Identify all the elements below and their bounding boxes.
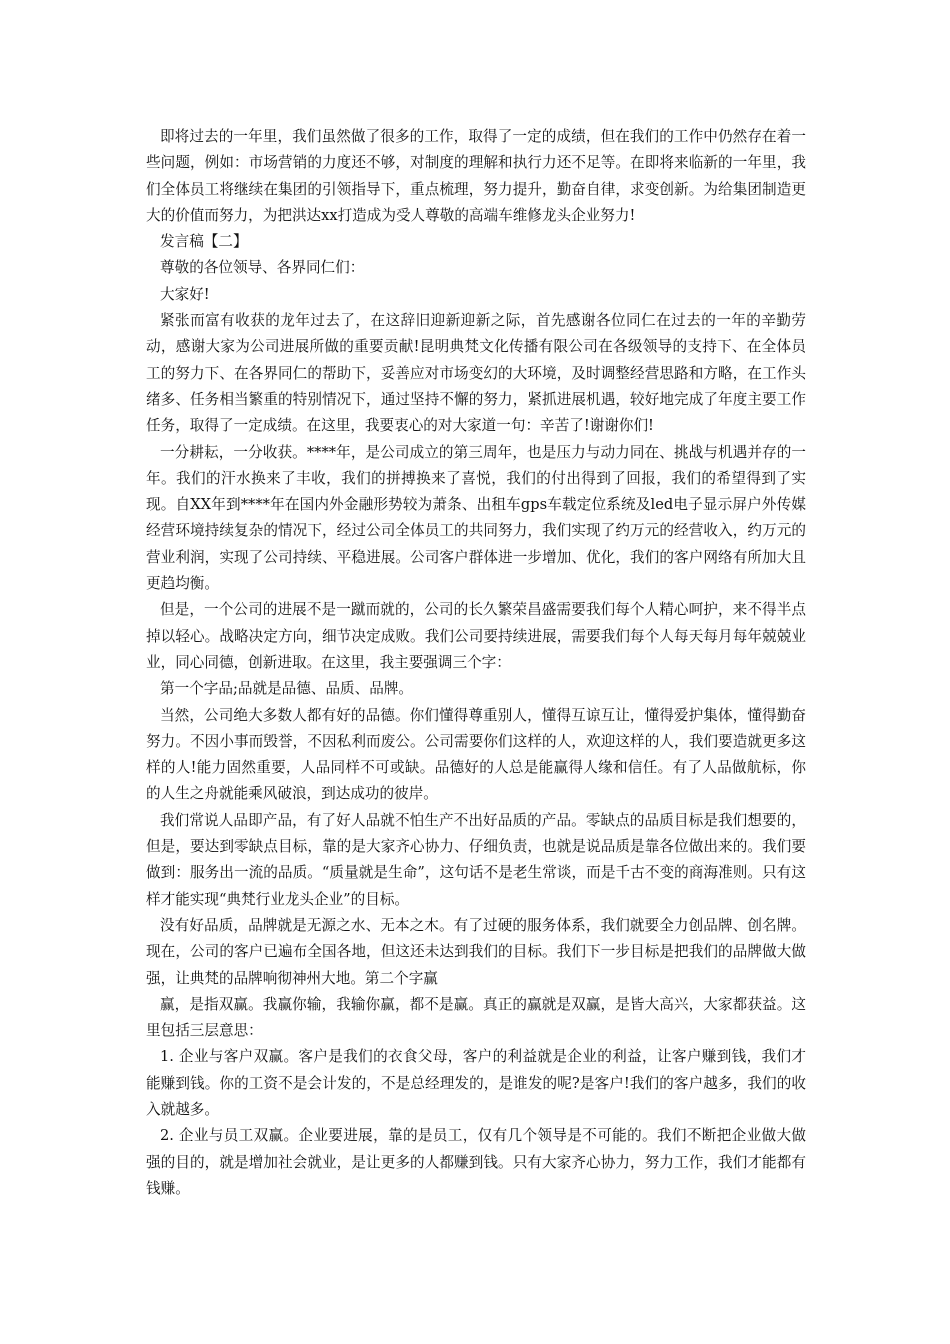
paragraph-three-words-intro: 但是，一个公司的进展不是一蹴而就的，公司的长久繁荣昌盛需要我们每个人精心呵护，来不得半点掉以轻心。战略决定方向，细节决定成败。我们公司要持续进展，需要我们每个人每天每月每年兢兢业业，同心同德，创新进取。在这里，我主要强调三个字： bbox=[146, 601, 806, 671]
paragraph-morality: 当然，公司绝大多数人都有好的品德。你们懂得尊重别人，懂得互谅互让，懂得爱护集体，懂得勤奋努力。不因小事而毁誉，不因私利而废公。公司需要你们这样的人，欢迎这样的人，我们要造就更多这样的人!能力固然重要，人品同样不可或缺。品德好的人总是能赢得人缘和信任。有了人品做航标，你的人生之舟就能乘风破浪，到达成功的彼岸。 bbox=[146, 706, 806, 803]
paragraph-win-win: 赢，是指双赢。我赢你输，我输你赢，都不是赢。真正的赢就是双赢，是皆大高兴，大家都获益。这里包括三层意思： bbox=[146, 995, 806, 1040]
list-item-customer-win: 1. 企业与客户双赢。客户是我们的衣食父母，客户的利益就是企业的利益，让客户赚到钱，我们才能赚到钱。你的工资不是会计发的，不是总经理发的，是谁发的呢?是客户!我们的客户越多，我们的收入就越多。 bbox=[146, 1048, 806, 1118]
paragraph-thanks: 紧张而富有收获的龙年过去了，在这辞旧迎新迎新之际，首先感谢各位同仁在过去的一年的辛勤劳动，感谢大家为公司进展所做的重要贡献!昆明典梵文化传播有限公司在各级领导的支持下、在全体员工的努力下、在各界同仁的帮助下，妥善应对市场变幻的大环境，及时调整经营思路和方略，在工作头绪多、任务相当繁重的特别情况下，通过坚持不懈的努力，紧抓进展机遇，较好地完成了年度主要工作任务，取得了一定成绩。在这里，我要衷心的对大家道一句：辛苦了!谢谢你们! bbox=[146, 312, 806, 435]
list-item-employee-win: 2. 企业与员工双赢。企业要进展，靠的是员工，仅有几个领导是不可能的。我们不断把企业做大做强的目的，就是增加社会就业，是让更多的人都赚到钱。只有大家齐心协力，努力工作，我们才能都有钱赚。 bbox=[146, 1127, 806, 1197]
paragraph-closing-review: 即将过去的一年里，我们虽然做了很多的工作，取得了一定的成绩，但在我们的工作中仍然存在着一些问题，例如：市场营销的力度还不够，对制度的理解和执行力还不足等。在即将来临新的一年里，我们全体员工将继续在集团的引领指导下，重点梳理，努力提升，勤奋自律，求变创新。为给集团制造更大的价值而努力，为把洪达xx打造成为受人尊敬的高端车维修龙头企业努力! bbox=[146, 128, 806, 224]
paragraph-achievements: 一分耕耘，一分收获。****年，是公司成立的第三周年，也是压力与动力同在、挑战与机遇并存的一年。我们的汗水换来了丰收，我们的拼搏换来了喜悦，我们的付出得到了回报，我们的希望得到了实现。自XX年到****年在国内外金融形势较为萧条、出租车gps车载定位系统及led电子显示屏户外传媒经营环境持续复杂的情况下，经过公司全体员工的共同努力，我们实现了约万元的经营收入，约万元的营业利润，实现了公司持续、平稳进展。公司客户群体进一步增加、优化，我们的客户网络有所加大且更趋均衡。 bbox=[146, 443, 806, 593]
salutation: 尊敬的各位领导、各界同仁们： bbox=[160, 259, 365, 277]
section-heading-speech-2: 发言稿【二】 bbox=[160, 233, 248, 251]
document-body bbox=[146, 124, 806, 1202]
paragraph-first-word: 第一个字品;品就是品德、品质、品牌。 bbox=[160, 680, 414, 698]
greeting: 大家好! bbox=[160, 285, 210, 303]
paragraph-quality: 我们常说人品即产品，有了好人品就不怕生产不出好品质的产品。零缺点的品质目标是我们想要的，但是，要达到零缺点目标，靠的是大家齐心协力、仔细负责，也就是说品质是靠各位做出来的。我们要做到：服务出一流的品质。“质量就是生命”，这句话不是老生常谈，而是千古不变的商海准则。只有这样才能实现“典梵行业龙头企业”的目标。 bbox=[146, 811, 806, 908]
paragraph-brand: 没有好品质，品牌就是无源之水、无本之木。有了过硬的服务体系，我们就要全力创品牌、创名牌。现在，公司的客户已遍布全国各地，但这还未达到我们的目标。我们下一步目标是把我们的品牌做大做强，让典梵的品牌响彻神州大地。第二个字赢 bbox=[146, 916, 806, 987]
